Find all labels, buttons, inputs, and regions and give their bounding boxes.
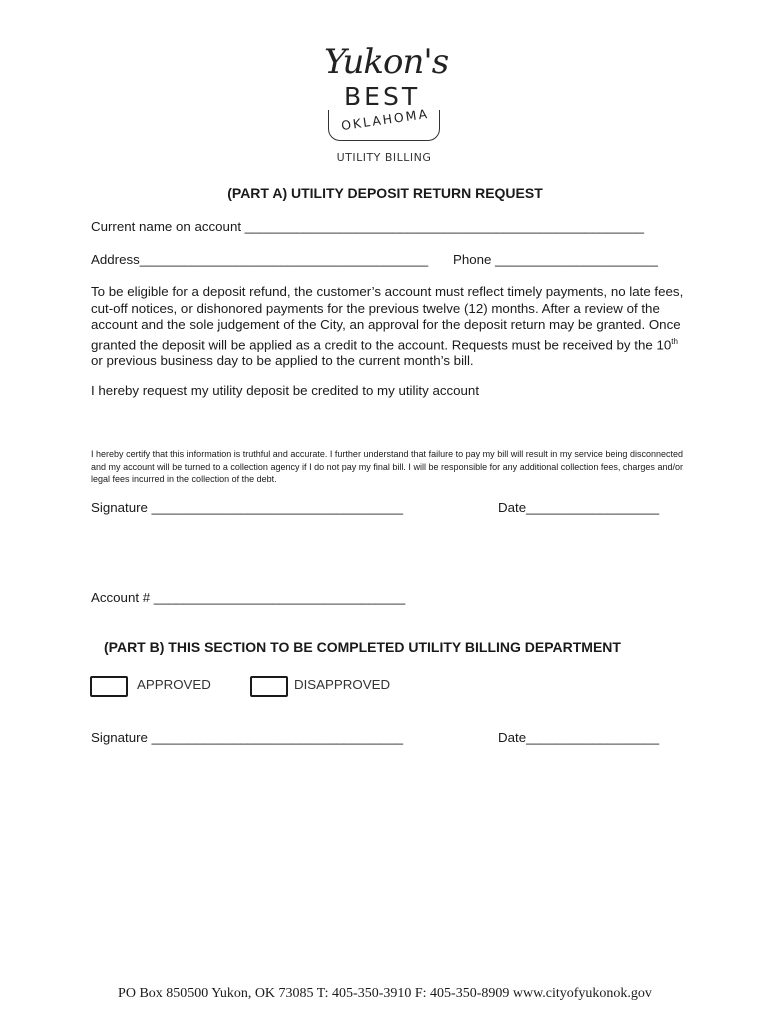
part-a-signature-field[interactable]: Signature __________________________________ xyxy=(91,500,404,515)
approved-checkbox[interactable] xyxy=(90,676,128,697)
account-number-field[interactable]: Account # __________________________________ xyxy=(91,590,406,605)
part-b-date-field[interactable]: Date__________________ xyxy=(498,730,660,745)
address-field[interactable]: Address_______________________________________ xyxy=(91,252,429,267)
request-statement: I hereby request my utility deposit be credited to my utility account xyxy=(91,383,480,398)
ordinal-suffix: th xyxy=(671,336,678,346)
logo-state-text: OKLAHOMA xyxy=(340,105,430,134)
eligibility-paragraph xyxy=(91,284,691,370)
disapproved-label: DISAPPROVED xyxy=(294,677,391,692)
logo-best-text: BEST xyxy=(344,82,421,111)
part-b-signature-field[interactable]: Signature __________________________________ xyxy=(91,730,404,745)
logo-script-text: Yukon's xyxy=(324,42,449,82)
current-name-field[interactable]: Current name on account ______________________________________________________ xyxy=(91,219,645,234)
yukons-best-logo xyxy=(318,42,448,170)
disapproved-checkbox[interactable] xyxy=(250,676,288,697)
footer-contact: PO Box 850500 Yukon, OK 73085 T: 405-350-3910 F: 405-350-8909 www.cityofyukonok.gov xyxy=(118,986,652,1001)
phone-field[interactable]: Phone ______________________ xyxy=(453,252,658,267)
logo-subtitle: UTILITY BILLING xyxy=(336,151,432,164)
certification-text: I hereby certify that this information is truthful and accurate. I further understand that failure to pay my bill will result in my service being disconnected and my account will be turned to a collection agency if I do not pay my final bill. I will be responsible for any additional collection fees, charges and/or legal fees incurred in the collection of the debt. xyxy=(91,449,683,484)
part-a-title: (PART A) UTILITY DEPOSIT RETURN REQUEST xyxy=(227,185,543,201)
approved-label: APPROVED xyxy=(137,677,211,692)
eligibility-text-main: To be eligible for a deposit refund, the customer’s account must reflect timely payments, no late fees, cut-off notices, or dishonored payments for the previous twelve (12) months. After a review of the account and the sole judgement of the City, an approval for the deposit return may be granted. Once granted the deposit will be applied as a credit to the account. Requests must be received by the 10 xyxy=(91,284,684,352)
part-b-title: (PART B) THIS SECTION TO BE COMPLETED UTILITY BILLING DEPARTMENT xyxy=(104,639,621,655)
eligibility-text-end: or previous business day to be applied to the current month’s bill. xyxy=(91,353,474,369)
part-a-date-field[interactable]: Date__________________ xyxy=(498,500,660,515)
